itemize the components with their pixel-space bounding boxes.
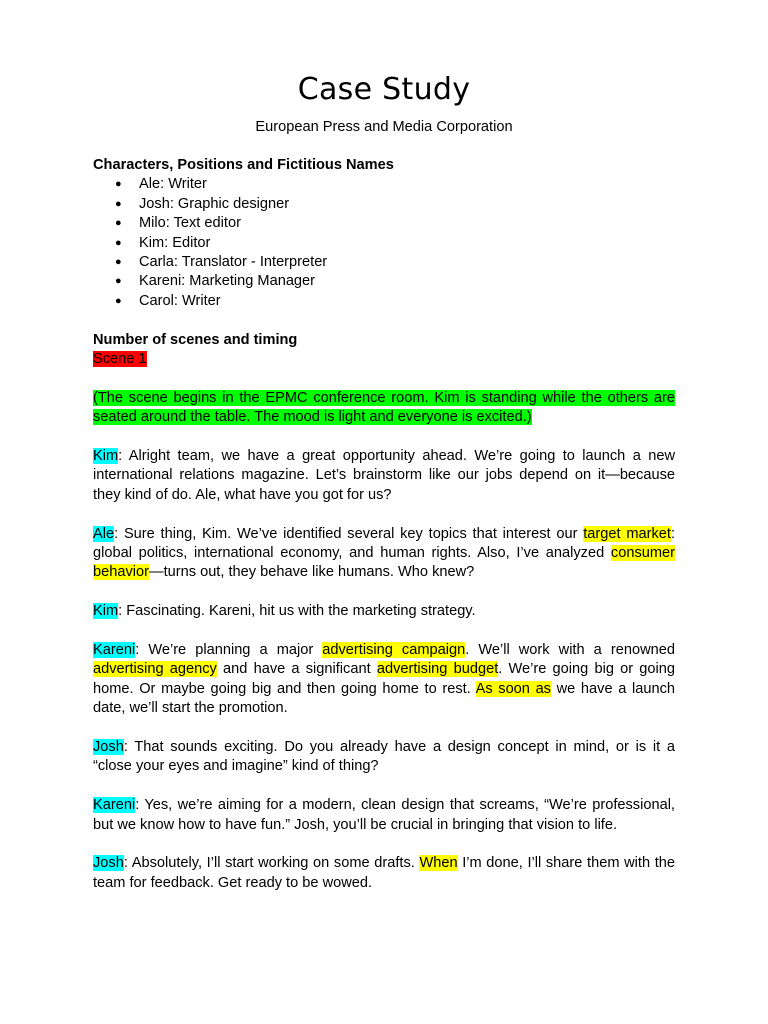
spacer	[93, 369, 675, 388]
bullet-icon: ●	[115, 197, 122, 210]
key-term: advertising campaign	[322, 642, 466, 659]
character-entry: Ale: Writer	[139, 176, 207, 193]
document-body	[93, 156, 675, 893]
scene-label-line	[93, 350, 675, 369]
dialogue-text: : Yes, we’re aiming for a modern, clean design that screams, “We’re professional, but we know how to have fun.” Josh, you’ll be crucial in bringing that vision to life.	[93, 797, 675, 833]
dialogue-paragraph	[93, 602, 675, 621]
key-term: target market	[583, 525, 671, 542]
dialogue-paragraph	[93, 447, 675, 505]
dialogue-text: : global politics, international economy, and human rights. Also, I’ve analyzed	[93, 525, 675, 562]
spacer	[93, 505, 675, 524]
characters-list	[93, 175, 675, 311]
spacer	[93, 311, 675, 330]
dialogue-paragraph	[93, 525, 675, 583]
dialogue-paragraph	[93, 738, 675, 777]
speaker-name: Josh	[93, 739, 124, 756]
dialogue-text: —turns out, they behave like humans. Who knew?	[148, 564, 475, 581]
character-list-item	[93, 175, 675, 194]
dialogue-text: and have a significant	[216, 661, 377, 678]
dialogue-text: : Absolutely, I’ll start working on some drafts.	[123, 855, 420, 872]
character-list-item	[93, 195, 675, 214]
speaker-name: Ale	[93, 525, 115, 542]
dialogue-text: I’m done, I’ll share them with the team for feedback. Get ready to be wowed.	[93, 855, 675, 891]
characters-heading: Characters, Positions and Fictitious Names	[93, 157, 394, 173]
character-entry: Kareni: Marketing Manager	[139, 273, 316, 290]
spacer	[93, 835, 675, 854]
character-list-item	[93, 234, 675, 253]
bullet-icon: ●	[115, 256, 122, 269]
dialogue-text: . We’ll work with a renowned	[465, 642, 675, 659]
bullet-icon: ●	[115, 275, 122, 288]
key-term: When	[419, 855, 458, 872]
character-entry: Josh: Graphic designer	[139, 195, 290, 212]
stage-direction: (The scene begins in the EPMC conference room. Kim is standing while the others are seated around the table. The mood is light and everyone is excited.)	[93, 389, 675, 426]
character-entry: Milo: Text editor	[139, 215, 241, 232]
scenes-heading: Number of scenes and timing	[93, 331, 298, 348]
dialogue-text: : Sure thing, Kim. We’ve identified several key topics that interest our	[114, 525, 584, 542]
dialogue-text: : Alright team, we have a great opportunity ahead. We’re going to launch a new international relations magazine. Let’s brainstorm like our jobs depend on it—because they kind of do. Ale, what have you got for us?	[93, 448, 675, 503]
spacer	[93, 719, 675, 738]
dialogue-section	[93, 428, 675, 894]
dialogue-text: . We’re going big or going home. Or maybe going big and then going home to rest.	[93, 661, 676, 697]
speaker-name: Kim	[93, 448, 119, 465]
stage-direction-line	[93, 389, 675, 428]
document-subtitle: European Press and Media Corporation	[255, 119, 513, 135]
character-list-item	[93, 253, 675, 272]
speaker-name: Kareni	[93, 642, 136, 659]
character-list-item	[93, 292, 675, 311]
speaker-name: Josh	[93, 855, 124, 872]
bullet-icon: ●	[115, 178, 122, 191]
key-term: As soon as	[475, 680, 551, 697]
spacer	[93, 777, 675, 796]
dialogue-text: : Fascinating. Kareni, hit us with the marketing strategy.	[118, 603, 476, 620]
character-list-item	[93, 272, 675, 291]
dialogue-paragraph	[93, 854, 675, 893]
spacer	[93, 583, 675, 602]
scene-label: Scene 1	[93, 351, 147, 368]
speaker-name: Kareni	[93, 797, 136, 814]
character-entry: Carol: Writer	[139, 292, 221, 309]
dialogue-text: : We’re planning a major	[135, 642, 323, 659]
character-list-item	[93, 214, 675, 233]
character-entry: Carla: Translator - Interpreter	[139, 254, 328, 271]
document-title: Case Study	[297, 72, 471, 107]
dialogue-paragraph	[93, 796, 675, 835]
bullet-icon: ●	[115, 236, 122, 249]
bullet-icon: ●	[115, 294, 122, 307]
speaker-name: Kim	[93, 603, 119, 620]
character-entry: Kim: Editor	[139, 234, 211, 251]
dialogue-text: : That sounds exciting. Do you already have a design concept in mind, or is it a “close your eyes and imagine” kind of thing?	[93, 739, 675, 775]
dialogue-text: we have a launch date, we’ll start the promotion.	[93, 680, 675, 717]
spacer	[93, 428, 675, 447]
key-term: advertising budget	[376, 661, 499, 678]
key-term: consumer behavior	[93, 545, 675, 581]
key-term: advertising agency	[93, 661, 217, 678]
spacer	[93, 622, 675, 641]
dialogue-paragraph	[93, 641, 675, 719]
bullet-icon: ●	[115, 217, 122, 230]
